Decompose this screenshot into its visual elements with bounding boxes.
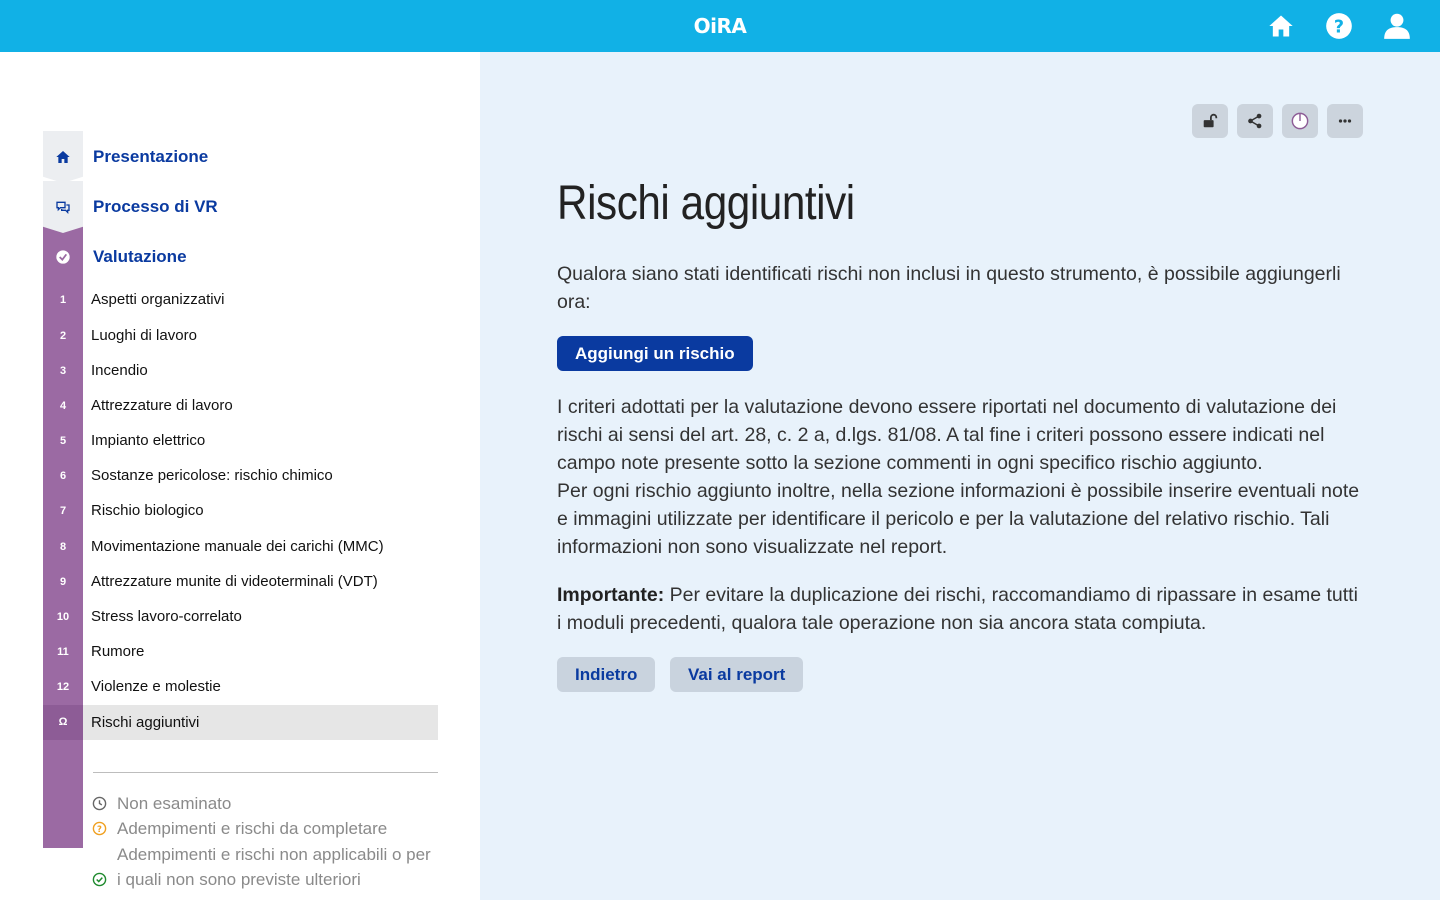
module-label: Rischio biologico [91,502,204,519]
check-circle-icon [43,234,83,280]
module-label: Attrezzature di lavoro [91,397,233,414]
question-circle-icon [92,821,107,836]
legend-not-applicable [92,842,432,892]
unlock-button[interactable] [1192,104,1228,138]
module-number: Ω [43,705,83,740]
svg-text:?: ? [1333,17,1345,38]
share-icon [1246,112,1264,130]
share-button[interactable] [1237,104,1273,138]
legend-not-examined [92,791,432,816]
nav-label: Presentazione [93,147,209,166]
module-label: Aspetti organizzativi [91,291,225,308]
module-item[interactable] [43,564,438,599]
module-number: 7 [59,504,67,517]
module-item[interactable] [43,282,438,317]
home-icon [43,131,83,183]
legend-text: Adempimenti e rischi da completare [117,819,388,838]
clock-icon [92,796,107,811]
chat-icon [43,181,83,233]
intro-text: Qualora siano stati identificati rischi non inclusi in questo strumento, è possibile aggiungerli ora: [557,263,1341,313]
module-label: Violenze e molestie [91,678,221,695]
nav-processo-vr[interactable] [43,184,438,230]
module-label: Impianto elettrico [91,432,206,449]
info-text: Per ogni rischio aggiunto inoltre, nella sezione informazioni è possibile inserire eventuali note e immagini utilizzate per identificare il pericolo e per la valutazione del relativo rischio. Tali informazioni non sono visualizzate nel report. [557,480,1360,558]
module-item[interactable] [43,529,438,564]
home-icon[interactable] [1267,12,1295,40]
top-bar [0,0,1440,52]
progress-icon [1291,112,1309,130]
user-icon[interactable] [1383,12,1411,40]
module-item[interactable] [43,493,438,528]
module-item[interactable] [43,353,438,388]
module-number: 12 [56,680,70,693]
module-label: Incendio [91,362,148,379]
module-label: Rumore [91,643,145,660]
important-note [557,581,1367,637]
add-risk-button[interactable]: Aggiungi un rischio [557,336,753,371]
back-button[interactable]: Indietro [557,657,655,692]
report-button[interactable]: Vai al report [670,657,803,692]
module-label: Luoghi di lavoro [91,327,197,344]
module-number: 1 [59,293,67,306]
module-item[interactable] [43,599,438,634]
important-label: Importante: [557,584,665,606]
module-item[interactable] [43,458,438,493]
module-number: 9 [59,575,67,588]
module-number: 10 [56,610,70,623]
module-label: Attrezzature munite di videoterminali (VDT) [91,573,378,590]
module-label: Stress lavoro-correlato [91,608,242,625]
important-text: Per evitare la duplicazione dei rischi, raccomandiamo di ripassare in esame tutti i moduli precedenti, qualora tale operazione non sia ancora stata compiuta. [557,584,1358,634]
module-item[interactable] [43,669,438,704]
module-number: 5 [59,434,67,447]
check-circle-icon [92,872,107,887]
module-item-active[interactable] [43,705,438,740]
module-item[interactable] [43,423,438,458]
progress-button[interactable] [1282,104,1318,138]
module-number: 8 [59,540,67,553]
svg-text:?: ? [97,823,102,834]
legend-text: Non esaminato [117,794,232,813]
nav-label: Processo di VR [93,197,218,216]
module-number: 3 [59,364,67,377]
page-title: Rischi aggiuntivi [557,177,855,230]
module-number: 11 [57,645,69,658]
module-item[interactable] [43,388,438,423]
module-number: 2 [59,329,67,342]
main-content [480,52,1440,900]
module-label: Movimentazione manuale dei carichi (MMC) [91,538,384,555]
legend-divider [93,772,438,773]
nav-valutazione[interactable] [43,234,438,280]
module-item[interactable] [43,318,438,353]
nav-label: Valutazione [93,247,187,266]
more-button[interactable] [1327,104,1363,138]
legend-to-complete [92,816,432,841]
module-label: Sostanze pericolose: rischio chimico [91,467,333,484]
legend-text: Adempimenti e rischi non applicabili o per i quali non sono previste ulteriori [117,845,431,889]
module-number: 4 [59,399,67,412]
module-label: Rischi aggiuntivi [91,714,200,731]
more-icon [1336,112,1354,130]
help-icon[interactable] [1325,12,1353,40]
oira-logo[interactable]: OiRA [693,14,747,38]
unlock-icon [1201,112,1219,130]
nav-presentazione[interactable] [43,134,438,180]
module-number: 6 [59,469,67,482]
criteria-text: I criteri adottati per la valutazione devono essere riportati nel documento di valutazione dei rischi ai sensi del art. 28, c. 2 a, d.lgs. 81/08. A tal fine i criteri possono essere indicati nel campo note presente sotto la sezione commenti in ogni specifico rischio aggiunto. [557,396,1337,474]
module-item[interactable] [43,634,438,669]
